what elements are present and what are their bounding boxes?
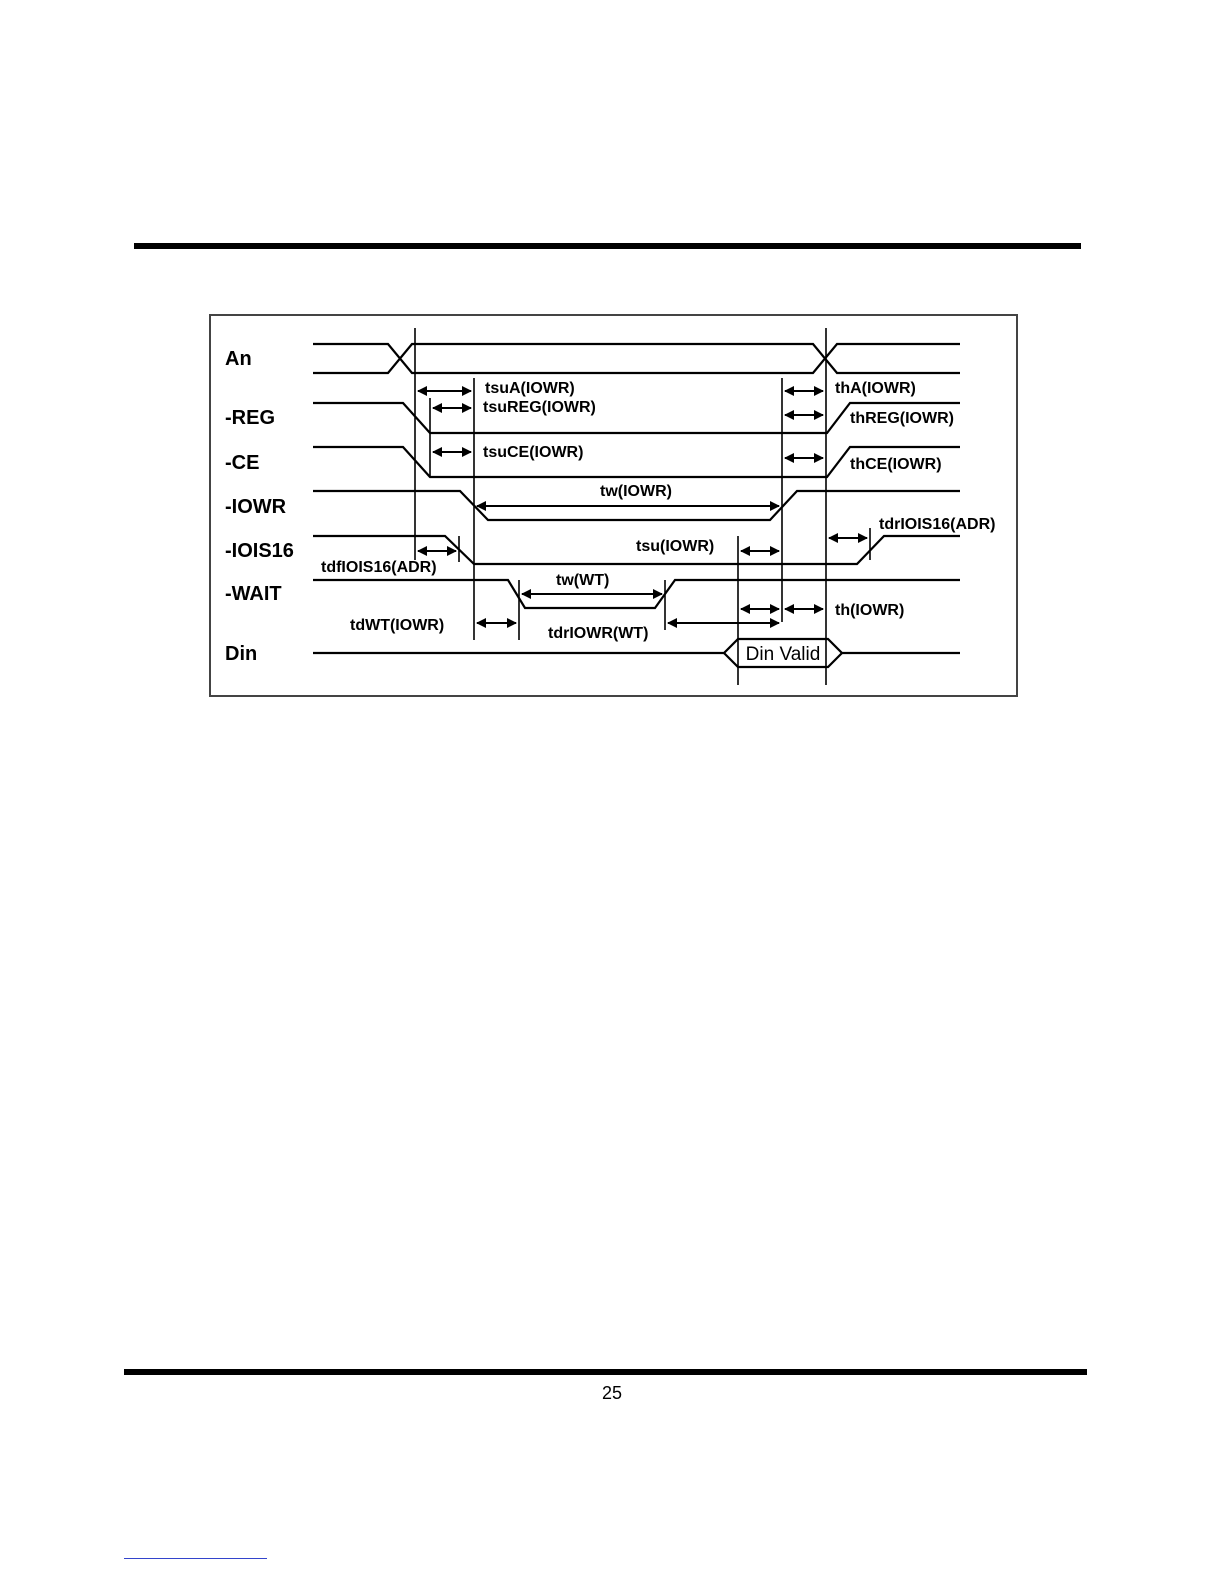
bottom-rule xyxy=(124,1369,1087,1375)
timing-arrows xyxy=(418,391,867,623)
signal-label-iowr: -IOWR xyxy=(225,496,287,518)
label-tsureg: tsuREG(IOWR) xyxy=(483,399,596,416)
label-threg: thREG(IOWR) xyxy=(850,410,954,427)
waveform-din xyxy=(313,639,960,667)
page-number: 25 xyxy=(601,1383,623,1403)
label-tdwt: tdWT(IOWR) xyxy=(350,617,445,634)
label-tw-wt: tw(WT) xyxy=(556,572,610,589)
label-th-iowr: th(IOWR) xyxy=(835,602,905,619)
label-tsuce: tsuCE(IOWR) xyxy=(483,444,584,461)
signal-label-an: An xyxy=(225,348,252,370)
label-tdriois16: tdrIOIS16(ADR) xyxy=(879,516,996,533)
label-tsu-iowr: tsu(IOWR) xyxy=(636,538,715,555)
signal-label-reg: -REG xyxy=(225,407,275,429)
label-tdfiois16: tdfIOIS16(ADR) xyxy=(321,559,437,576)
footer-link-underline xyxy=(124,1558,267,1559)
label-thce: thCE(IOWR) xyxy=(850,456,942,473)
din-valid-label: Din Valid xyxy=(745,644,821,665)
label-tha: thA(IOWR) xyxy=(835,380,916,397)
signal-label-ce: -CE xyxy=(225,452,260,474)
signal-label-din: Din xyxy=(225,643,258,665)
waveform-an xyxy=(313,344,960,373)
signal-label-wait: -WAIT xyxy=(225,583,282,605)
label-tsua: tsuA(IOWR) xyxy=(485,380,575,397)
label-tw-iowr: tw(IOWR) xyxy=(600,483,672,500)
signal-label-iois16: -IOIS16 xyxy=(225,540,294,562)
label-tdriowr: tdrIOWR(WT) xyxy=(548,625,649,642)
